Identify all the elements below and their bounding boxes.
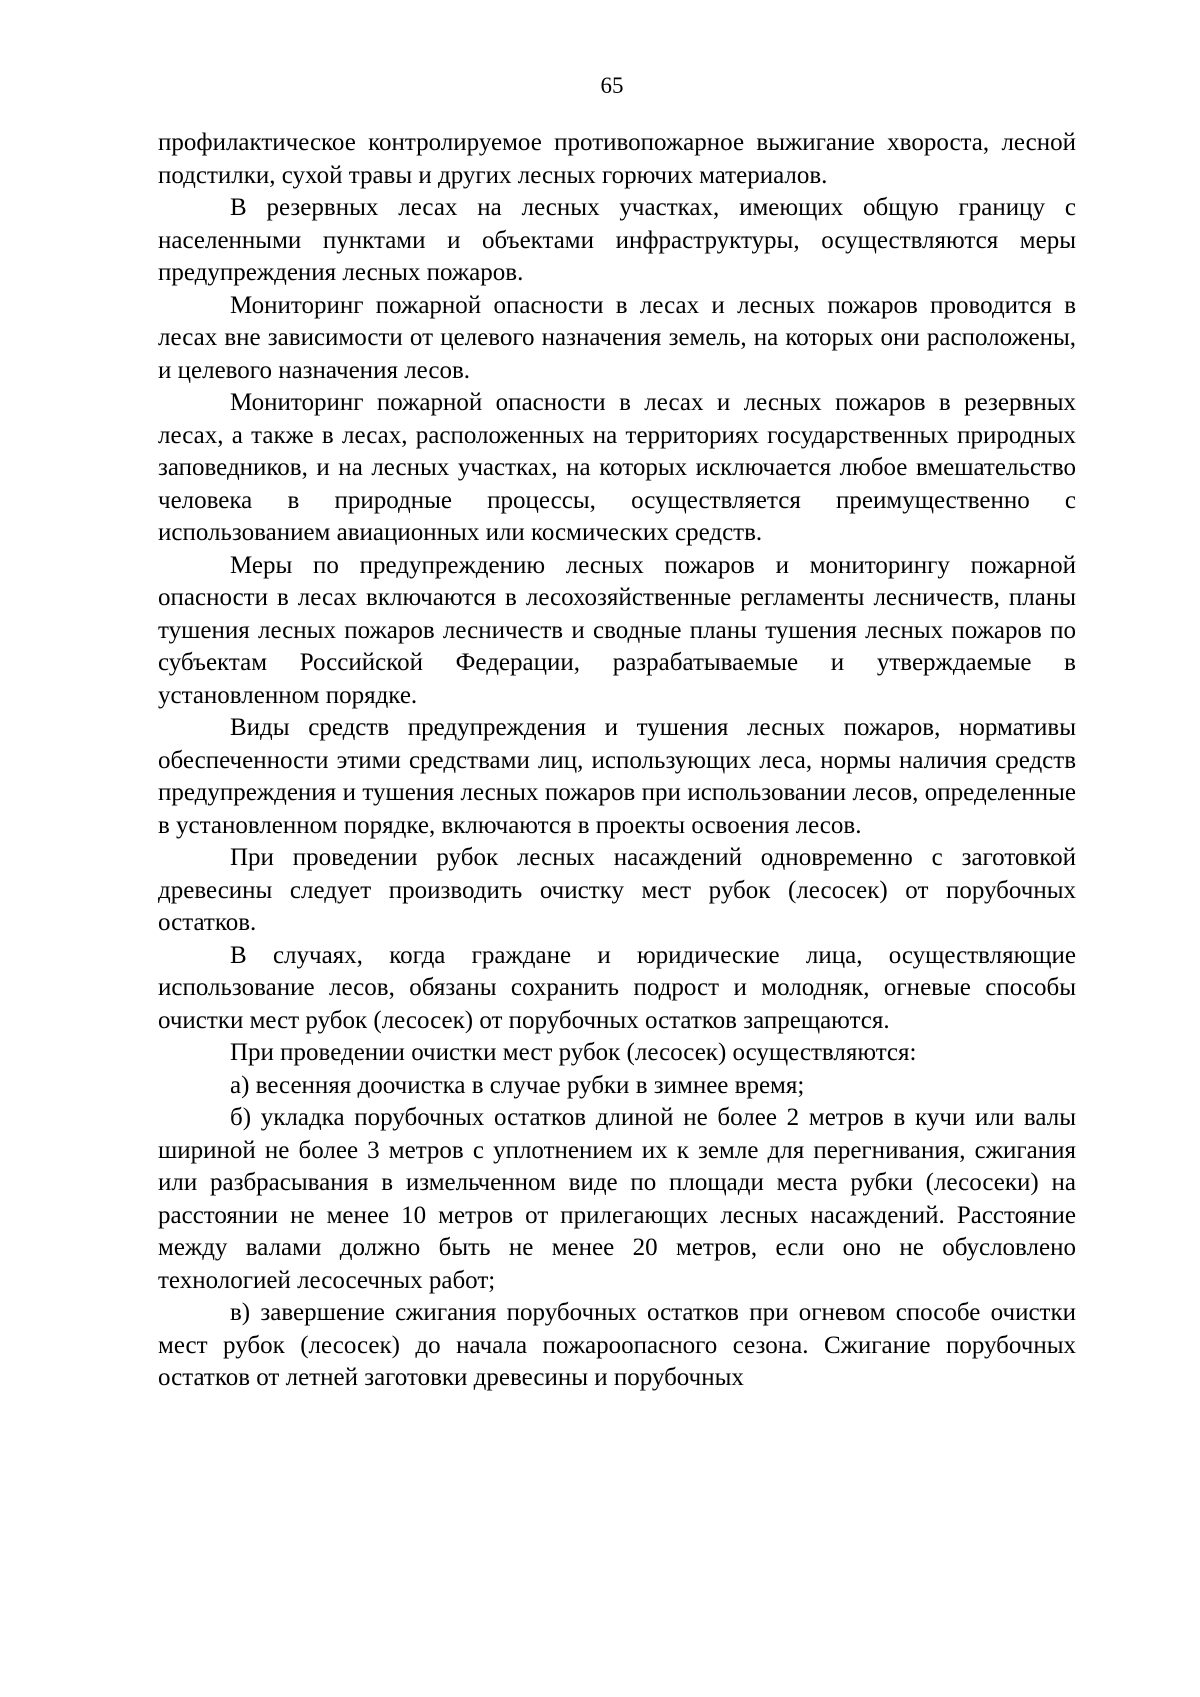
paragraph: При проведении рубок лесных насаждений одновременно с заготовкой древесины следует производить очистку мест рубок (лесосек) от порубочных остатков. — [158, 844, 1076, 936]
paragraph: Меры по предупреждению лесных пожаров и мониторингу пожарной опасности в лесах включаются в лесохозяйственные регламенты лесничеств, планы тушения лесных пожаров лесничеств и сводные планы тушения лесных пожаров по субъектам Российской Федерации, разрабатываемые и утверждаемые в установленном порядке. — [158, 551, 1076, 709]
paragraph: При проведении очистки мест рубок (лесосек) осуществляются: — [230, 1039, 917, 1066]
paragraph: Мониторинг пожарной опасности в лесах и лесных пожаров проводится в лесах вне зависимости от целевого назначения земель, на которых они расположены, и целевого назначения лесов. — [158, 291, 1076, 384]
page-number: 65 — [600, 73, 624, 98]
paragraph: Мониторинг пожарной опасности в лесах и лесных пожаров в резервных лесах, а также в лесах, расположенных на территориях государственных природных заповедников, и на лесных участках, на которых исключается любое вмешательство человека в природные процессы, осуществляется преимущественно с использованием авиационных или космических средств. — [158, 389, 1076, 546]
list-item: а) весенняя доочистка в случае рубки в зимнее время; — [230, 1071, 805, 1099]
body-text — [158, 127, 1076, 1395]
paragraph: В резервных лесах на лесных участках, имеющих общую границу с населенными пунктами и объектами инфраструктуры, осуществляются меры предупреждения лесных пожаров. — [158, 194, 1076, 286]
list-item: в) завершение сжигания порубочных остатков при огневом способе очистки мест рубок (лесосек) до начала пожароопасного сезона. Сжигание порубочных остатков от летней заготовки древесины и порубочных — [158, 1299, 1076, 1391]
paragraph: профилактическое контролируемое противопожарное выжигание хвороста, лесной подстилки, сухой травы и других лесных горючих материалов. — [158, 129, 1076, 189]
paragraph: В случаях, когда граждане и юридические лица, осуществляющие использование лесов, обязаны сохранить подрост и молодняк, огневые способы очистки мест рубок (лесосек) от порубочных остатков запрещаются. — [158, 941, 1076, 1034]
paragraph: Виды средств предупреждения и тушения лесных пожаров, нормативы обеспеченности этими средствами лиц, использующих леса, нормы наличия средств предупреждения и тушения лесных пожаров при использовании лесов, определенные в установленном порядке, включаются в проекты освоения лесов. — [158, 714, 1076, 839]
list-item: б) укладка порубочных остатков длиной не более 2 метров в кучи или валы шириной не более 3 метров с уплотнением их к земле для перегнивания, сжигания или разбрасывания в измельченном виде по площади места рубки (лесосеки) на расстоянии не менее 10 метров от прилегающих лесных насаждений. Расстояние между валами должно быть не менее 20 метров, если оно не обусловлено технологией лесосечных работ; — [158, 1104, 1076, 1294]
